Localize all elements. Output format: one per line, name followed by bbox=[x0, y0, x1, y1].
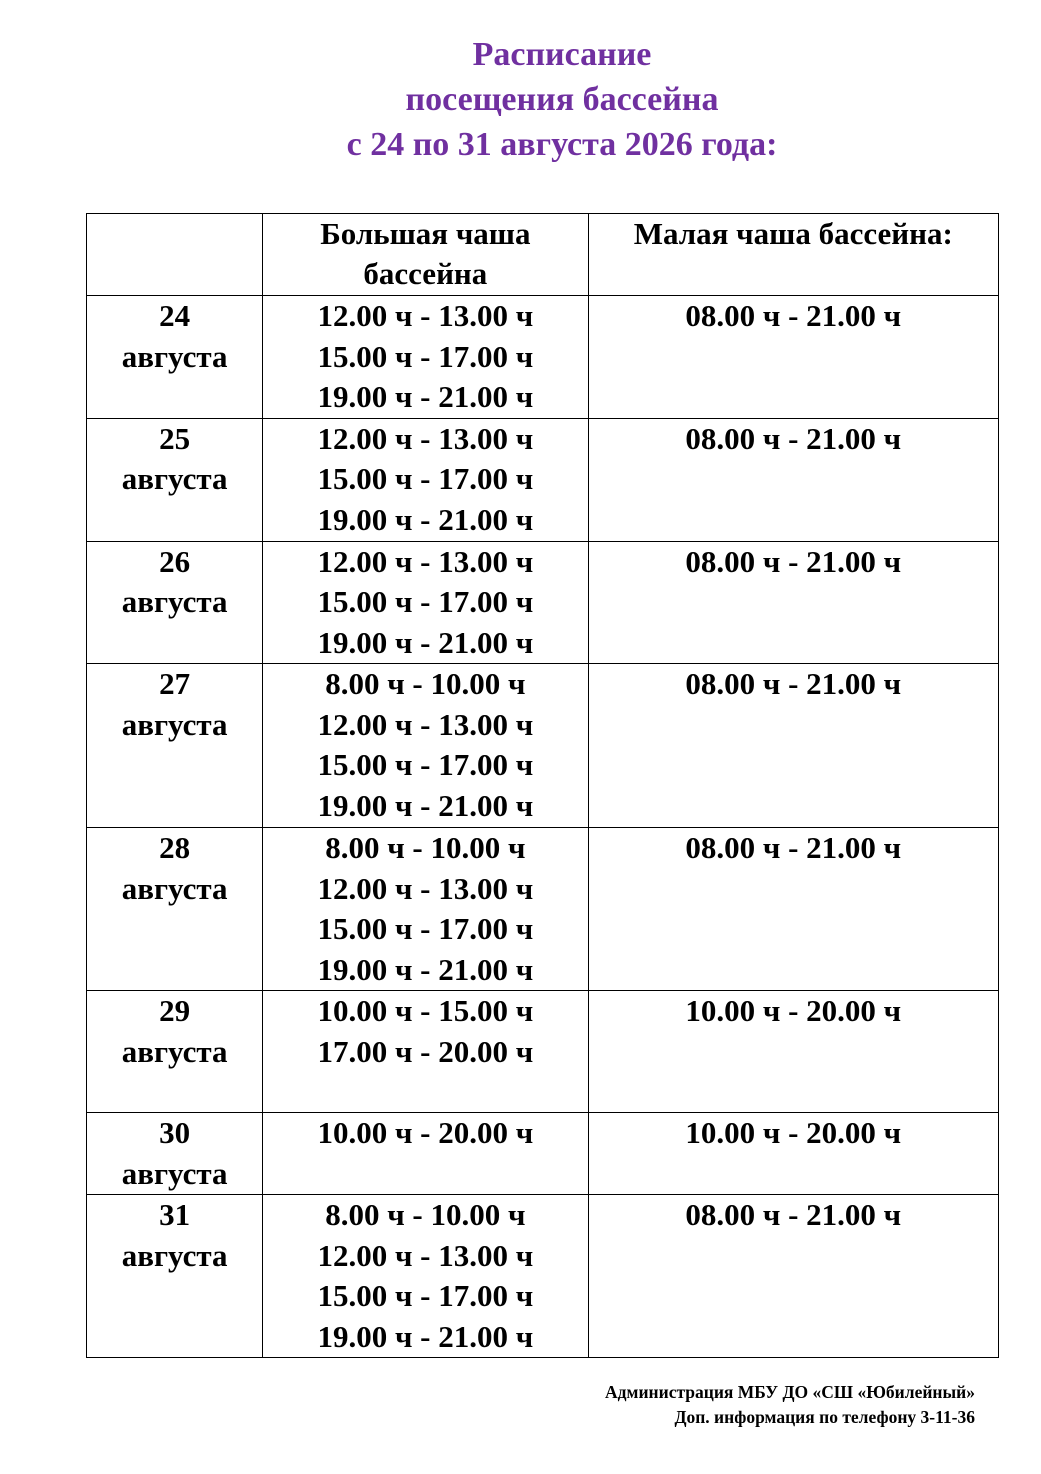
date-day: 24 bbox=[159, 298, 191, 333]
table-row bbox=[87, 541, 999, 664]
small-pool-cell bbox=[588, 1113, 998, 1195]
date-month: августа bbox=[121, 706, 228, 742]
time-slot: 08.00 ч - 21.00 ч bbox=[685, 298, 902, 333]
big-pool-cell bbox=[263, 1195, 588, 1358]
date-cell bbox=[87, 664, 263, 828]
small-pool-cell bbox=[588, 664, 998, 828]
schedule-table bbox=[86, 213, 999, 1358]
small-pool-cell bbox=[588, 418, 998, 541]
small-pool-cell bbox=[588, 991, 998, 1113]
time-slot: 19.00 ч - 21.00 ч bbox=[317, 1318, 534, 1354]
date-month: августа bbox=[121, 338, 228, 374]
time-slot: 08.00 ч - 21.00 ч bbox=[685, 666, 902, 701]
date-day: 30 bbox=[159, 1115, 191, 1150]
date-month: августа bbox=[121, 1237, 228, 1273]
time-slot: 8.00 ч - 10.00 ч bbox=[325, 1197, 526, 1232]
date-cell bbox=[87, 418, 263, 541]
date-day: 26 bbox=[159, 543, 191, 579]
table-row bbox=[87, 991, 999, 1113]
footer-line-2: Доп. информация по телефону 3-11-36 bbox=[674, 1407, 975, 1427]
date-day: 27 bbox=[159, 666, 191, 701]
date-day: 25 bbox=[159, 420, 191, 456]
time-slot: 8.00 ч - 10.00 ч bbox=[325, 830, 526, 865]
header-big-pool-label: Большая чаша бассейна bbox=[320, 216, 531, 291]
time-slot: 08.00 ч - 21.00 ч bbox=[685, 543, 902, 579]
time-slot: 19.00 ч - 21.00 ч bbox=[317, 951, 534, 987]
time-slot: 17.00 ч - 20.00 ч bbox=[317, 1033, 534, 1069]
big-pool-cell bbox=[263, 828, 588, 991]
date-month: августа bbox=[121, 584, 228, 619]
big-pool-cell bbox=[263, 541, 588, 664]
table-row bbox=[87, 664, 999, 828]
time-slot: 08.00 ч - 21.00 ч bbox=[685, 1197, 902, 1232]
header-date bbox=[87, 214, 263, 296]
title-line-2: посещения бассейна bbox=[405, 81, 719, 118]
time-slot: 12.00 ч - 13.00 ч bbox=[317, 1237, 534, 1273]
date-day: 31 bbox=[159, 1197, 191, 1232]
time-slot: 10.00 ч - 20.00 ч bbox=[317, 1115, 534, 1150]
time-slot: 12.00 ч - 13.00 ч bbox=[317, 543, 534, 579]
time-slot: 08.00 ч - 21.00 ч bbox=[685, 830, 902, 865]
time-slot: 19.00 ч - 21.00 ч bbox=[317, 787, 534, 823]
big-pool-cell bbox=[263, 418, 588, 541]
header-big-pool bbox=[263, 214, 588, 296]
time-slot: 15.00 ч - 17.00 ч bbox=[317, 747, 534, 782]
big-pool-cell bbox=[263, 1113, 588, 1195]
table-row bbox=[87, 418, 999, 541]
title-line-3: с 24 по 31 августа 2026 года: bbox=[346, 126, 778, 163]
big-pool-cell bbox=[263, 664, 588, 828]
big-pool-cell bbox=[263, 991, 588, 1113]
date-cell bbox=[87, 1113, 263, 1195]
small-pool-cell bbox=[588, 296, 998, 419]
date-day: 28 bbox=[159, 830, 191, 865]
time-slot: 10.00 ч - 20.00 ч bbox=[685, 1115, 902, 1150]
time-slot: 12.00 ч - 13.00 ч bbox=[317, 298, 534, 333]
time-slot: 15.00 ч - 17.00 ч bbox=[317, 911, 534, 946]
time-slot: 19.00 ч - 21.00 ч bbox=[317, 501, 534, 537]
time-slot: 15.00 ч - 17.00 ч bbox=[317, 338, 534, 374]
date-day: 29 bbox=[159, 993, 191, 1028]
time-slot: 15.00 ч - 17.00 ч bbox=[317, 461, 534, 496]
date-cell bbox=[87, 1195, 263, 1358]
date-cell bbox=[87, 296, 263, 419]
header-small-pool: Малая чаша бассейна: bbox=[588, 214, 998, 296]
footer-line-1: Администрация МБУ ДО «СШ «Юбилейный» bbox=[605, 1382, 975, 1402]
schedule-body bbox=[87, 296, 999, 1358]
table-header-row bbox=[87, 214, 999, 296]
table-row bbox=[87, 1195, 999, 1358]
table-row bbox=[87, 828, 999, 991]
date-cell bbox=[87, 541, 263, 664]
title-line-1: Расписание bbox=[472, 36, 652, 73]
table-row bbox=[87, 296, 999, 419]
time-slot: 12.00 ч - 13.00 ч bbox=[317, 870, 534, 906]
time-slot: 19.00 ч - 21.00 ч bbox=[317, 624, 534, 660]
date-month: августа bbox=[121, 1155, 228, 1191]
date-month: августа bbox=[121, 1033, 228, 1069]
time-slot: 15.00 ч - 17.00 ч bbox=[317, 1278, 534, 1313]
small-pool-cell bbox=[588, 1195, 998, 1358]
time-slot: 08.00 ч - 21.00 ч bbox=[685, 420, 902, 456]
time-slot: 19.00 ч - 21.00 ч bbox=[317, 379, 534, 414]
time-slot: 12.00 ч - 13.00 ч bbox=[317, 706, 534, 742]
time-slot: 12.00 ч - 13.00 ч bbox=[317, 420, 534, 456]
time-slot: 10.00 ч - 15.00 ч bbox=[317, 993, 534, 1028]
small-pool-cell bbox=[588, 828, 998, 991]
small-pool-cell bbox=[588, 541, 998, 664]
date-month: августа bbox=[121, 870, 228, 906]
footer bbox=[605, 1380, 975, 1430]
date-cell bbox=[87, 828, 263, 991]
time-slot: 8.00 ч - 10.00 ч bbox=[325, 666, 526, 701]
date-cell bbox=[87, 991, 263, 1113]
date-month: августа bbox=[121, 461, 228, 496]
big-pool-cell bbox=[263, 296, 588, 419]
page-title bbox=[0, 32, 1041, 167]
time-slot: 10.00 ч - 20.00 ч bbox=[685, 993, 902, 1028]
table-row bbox=[87, 1113, 999, 1195]
time-slot: 15.00 ч - 17.00 ч bbox=[317, 584, 534, 619]
